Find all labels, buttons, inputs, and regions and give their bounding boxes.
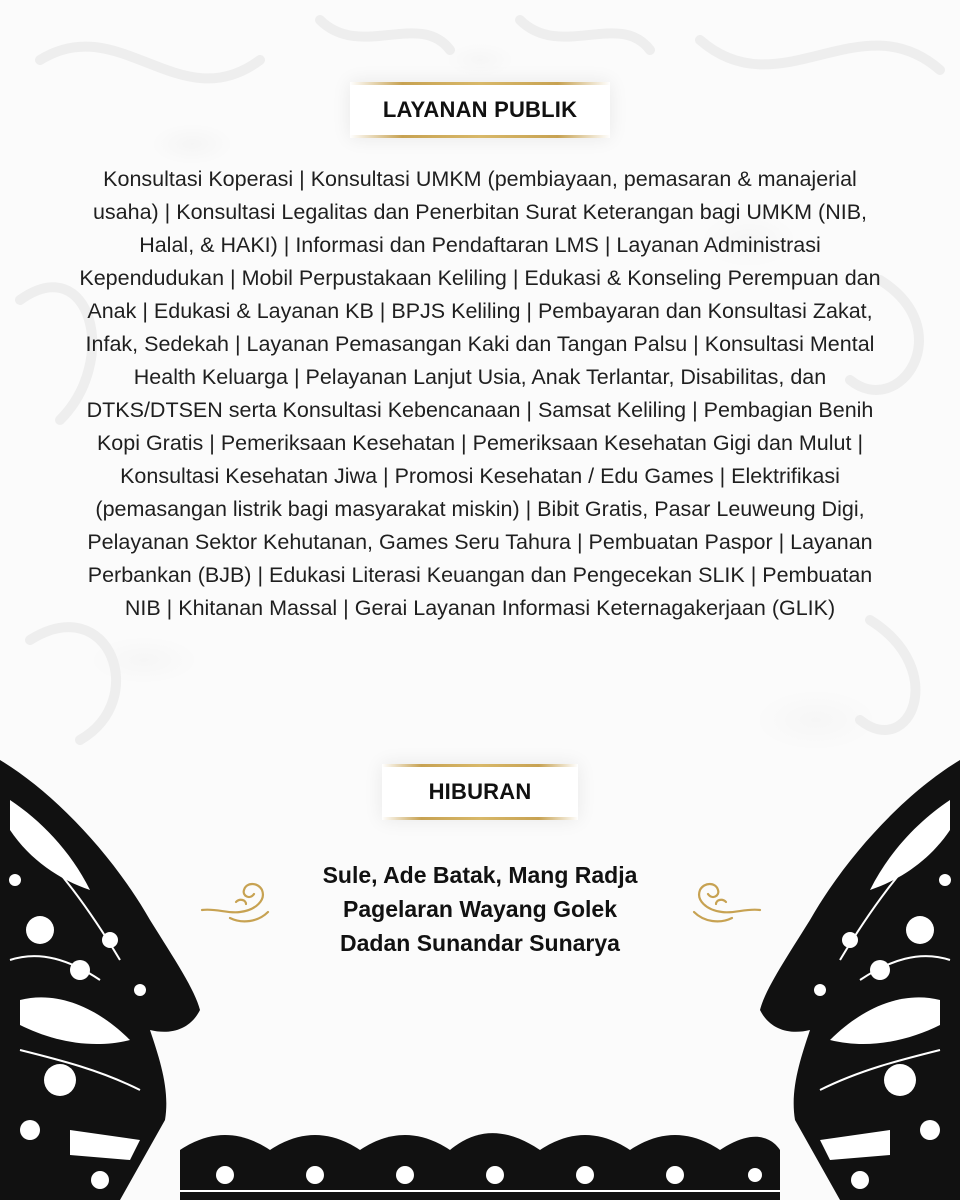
section-title-entertainment: HIBURAN: [382, 764, 578, 820]
entertainment-line-1: Sule, Ade Batak, Mang Radja: [322, 862, 638, 888]
public-services-list: Konsultasi Koperasi | Konsultasi UMKM (pembiayaan, pemasaran & manajerial usaha) | Konsultasi Legalitas dan Penerbitan Surat Keterangan bagi UMKM (NIB, Halal, & HAKI) | Informasi dan Pendaftaran LMS | Layanan Administrasi Kependudukan | Mobil Perpustakaan Keliling | Edukasi & Konseling Perempuan dan Anak | Edukasi & Layanan KB | BPJS Keliling | Pembayaran dan Konsultasi Zakat, Infak, Sedekah | Layanan Pemasangan Kaki dan Tangan Palsu | Konsultasi Mental Health Keluarga | Pelayanan Lanjut Usia, Anak Terlantar, Disabilitas, dan DTKS/DTSEN serta Konsultasi Kebencanaan | Samsat Keliling | Pembagian Benih Kopi Gratis | Pemeriksaan Kesehatan | Pemeriksaan Kesehatan Gigi dan Mulut | Konsultasi Kesehatan Jiwa | Promosi Kesehatan / Edu Games | Elektrifikasi (pemasangan listrik bagi masyarakat miskin) | Bibit Gratis, Pasar Leuweung Digi, Pelayanan Sektor Kehutanan, Games Seru Tahura | Pembuatan Paspor | Layanan Perbankan (BJB) | Edukasi Literasi Keuangan dan Pengecekan SLIK | Pembuatan NIB | Khitanan Massal | Gerai Layanan Informasi Keternagakerjaan (GLIK): [79, 167, 881, 620]
entertainment-line-3: Dadan Sunandar Sunarya: [340, 930, 620, 956]
entertainment-line-2: Pagelaran Wayang Golek: [343, 896, 617, 922]
wayang-puppet-icon: [0, 760, 200, 1200]
wayang-puppet-icon: [760, 760, 960, 1200]
section-title-public-services: LAYANAN PUBLIK: [350, 82, 610, 138]
entertainment-lineup: [240, 858, 720, 960]
swirl-ornament-icon: [688, 878, 762, 928]
batik-border-icon: [180, 1130, 780, 1200]
